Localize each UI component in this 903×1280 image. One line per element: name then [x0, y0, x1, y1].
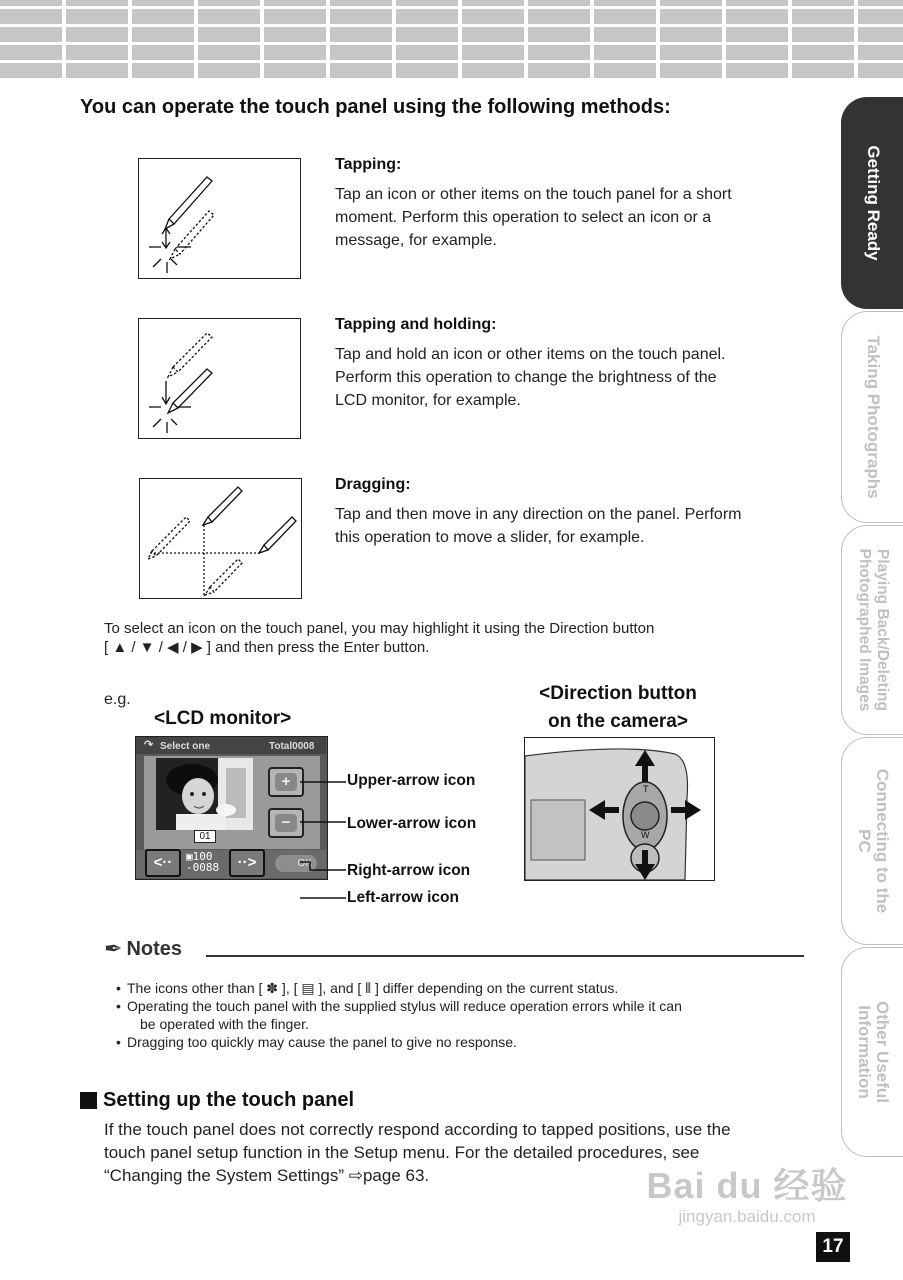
right-arrow-callout: Right-arrow icon — [347, 862, 471, 879]
tab-label: Other Useful Information — [854, 1000, 892, 1104]
dragging-description — [335, 503, 805, 549]
lcd-left-arrow-button[interactable] — [145, 849, 181, 877]
watermark-brand: Bai du 经验 — [646, 1165, 848, 1206]
note-item: • Operating the touch panel with the supplied stylus will reduce operation errors while it can — [116, 998, 682, 1014]
lower-arrow-callout: Lower-arrow icon — [347, 815, 477, 832]
tapping-holding-illustration — [138, 318, 301, 439]
tapping-description — [335, 183, 805, 252]
tapping-illustration — [138, 158, 301, 279]
tab-label: Playing Back/Deleting Photographed Images — [855, 548, 891, 712]
tab-playing-back[interactable] — [841, 525, 903, 735]
chevron-left-icon: <·· — [153, 854, 173, 871]
stylus-drag-icon — [140, 479, 300, 597]
tab-getting-ready[interactable] — [841, 97, 903, 309]
text-line: moment. Perform this operation to select an icon or a — [335, 209, 712, 226]
text-line: Perform this operation to change the brightness of the — [335, 369, 717, 386]
square-bullet-icon — [80, 1092, 97, 1109]
tapping-title: Tapping: — [335, 156, 402, 173]
setup-title: Setting up the touch panel — [103, 1089, 355, 1111]
tab-label: Getting Ready — [863, 145, 883, 261]
pen-icon: ✒ — [104, 936, 123, 961]
lcd-folder-info — [186, 851, 219, 873]
lcd-folder-line1: ▣100 — [186, 850, 213, 863]
eg-label: e.g. — [104, 691, 131, 708]
lcd-back-icon[interactable]: ↷ — [144, 739, 154, 751]
text-line: To select an icon on the touch panel, you may highlight it using the Direction button — [104, 620, 655, 637]
ok-label: OK — [297, 858, 312, 869]
tab-other-useful[interactable] — [841, 947, 903, 1157]
select-note — [104, 619, 654, 657]
lcd-photo-thumbnail[interactable] — [156, 758, 253, 830]
text-line: Tap an icon or other items on the touch panel for a short — [335, 186, 732, 203]
svg-text:W: W — [641, 830, 650, 840]
note-item: • The icons other than [ ✽ ], [ ▤ ], and [ ⫴ ] differ depending on the current status. — [116, 980, 619, 996]
tab-label: Taking Photographs — [863, 335, 883, 499]
lcd-right-arrow-button[interactable] — [229, 849, 265, 877]
direction-button-title — [528, 680, 708, 736]
dragging-illustration — [139, 478, 302, 599]
text-line: [ ▲ / ▼ / ◀ / ▶ ] and then press the Enter button. — [104, 639, 430, 656]
setup-heading — [80, 1089, 354, 1112]
upper-arrow-callout: Upper-arrow icon — [347, 772, 476, 789]
watermark-url: jingyan.baidu.com — [678, 1207, 816, 1226]
notes-title: Notes — [126, 937, 183, 960]
lcd-folder-line2: -0088 — [186, 861, 220, 874]
baidu-watermark — [642, 1158, 852, 1227]
svg-text:T: T — [643, 784, 649, 794]
left-arrow-callout: Left-arrow icon — [347, 889, 459, 906]
camera-direction-icon — [525, 738, 715, 880]
notes-divider — [206, 955, 804, 957]
text-line: message, for example. — [335, 232, 497, 249]
tapping-holding-title: Tapping and holding: — [335, 316, 497, 333]
lcd-frame-number: 01 — [194, 830, 216, 843]
note-item: • Dragging too quickly may cause the panel to give no response. — [116, 1034, 517, 1050]
text-line: Tap and hold an icon or other items on the touch panel. — [335, 346, 726, 363]
stylus-hold-icon — [139, 319, 299, 437]
tapping-holding-description — [335, 343, 805, 412]
brick-header-band — [0, 0, 903, 78]
child-photo-icon — [156, 758, 253, 830]
chevron-right-icon: ··> — [237, 854, 257, 871]
plus-icon: + — [275, 773, 297, 791]
callout-lines — [297, 770, 350, 910]
tab-label: Connecting to the PC — [854, 768, 892, 914]
text-line: LCD monitor, for example. — [335, 392, 521, 409]
text-line: Tap and then move in any direction on the panel. Perform — [335, 506, 742, 523]
text-line: touch panel setup function in the Setup menu. For the detailed procedures, see — [104, 1143, 700, 1162]
text-line: this operation to move a slider, for example. — [335, 529, 645, 546]
lcd-lower-arrow-button[interactable] — [268, 808, 304, 838]
text-line: “Changing the System Settings” ⇨page 63. — [104, 1166, 430, 1185]
tab-connecting-pc[interactable] — [841, 737, 903, 945]
tab-taking-photographs[interactable] — [841, 311, 903, 523]
text-line: <Direction button — [539, 683, 697, 704]
lcd-upper-arrow-button[interactable] — [268, 767, 304, 797]
stylus-tap-icon — [139, 159, 299, 277]
page-heading: You can operate the touch panel using the following methods: — [80, 96, 671, 118]
lcd-total-count: Total0008 — [269, 741, 315, 752]
folder-icon: ▣ — [186, 850, 193, 863]
page-number: 17 — [816, 1232, 850, 1262]
lcd-select-one: Select one — [160, 741, 211, 752]
minus-icon: − — [275, 814, 297, 832]
notes-header — [104, 936, 182, 962]
dragging-title: Dragging: — [335, 476, 411, 493]
camera-illustration — [524, 737, 715, 881]
lcd-monitor-title: <LCD monitor> — [154, 708, 292, 729]
note-item-continuation: be operated with the finger. — [140, 1016, 309, 1032]
text-line: If the touch panel does not correctly respond according to tapped positions, use the — [104, 1120, 731, 1139]
text-line: on the camera> — [548, 711, 688, 732]
